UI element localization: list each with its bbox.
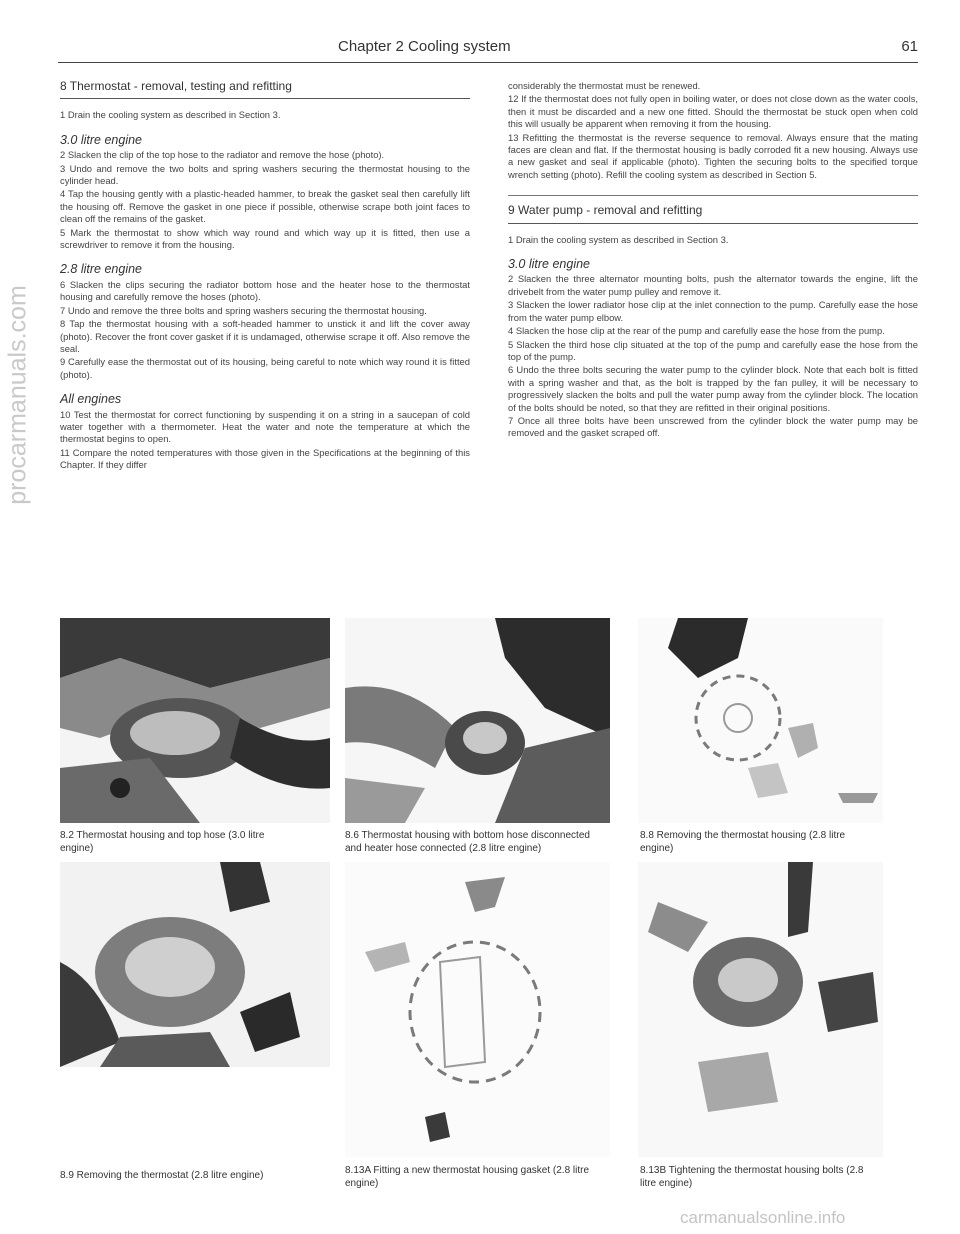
photo-8-6 bbox=[345, 618, 610, 823]
section-9-heading: 9 Water pump - removal and refitting bbox=[508, 195, 918, 223]
header-rule bbox=[58, 62, 918, 63]
paragraph: 11 Compare the noted temperatures with those given in the Specifications at the beginning of this Chapter. If they differ bbox=[60, 446, 470, 471]
bottom-watermark: carmanualsonline.info bbox=[680, 1208, 846, 1227]
caption-8-2: 8.2 Thermostat housing and top hose (3.0 litre engine) bbox=[60, 830, 265, 854]
subheading-3-0-litre: 3.0 litre engine bbox=[60, 132, 143, 147]
caption-8-13b: 8.13B Tightening the thermostat housing bolts (2.8 litre engine) bbox=[640, 1165, 864, 1189]
paragraph: considerably the thermostat must be renewed. bbox=[508, 80, 701, 91]
caption-8-13a: 8.13A Fitting a new thermostat housing gasket (2.8 litre engine) bbox=[345, 1165, 590, 1189]
photo-8-9 bbox=[60, 862, 330, 1067]
paragraph: 3 Slacken the lower radiator hose clip at the inlet connection to the pump. Carefully ease the hose from the water pump elbow. bbox=[508, 299, 918, 323]
paragraph: 1 Drain the cooling system as described in Section 3. bbox=[508, 233, 729, 245]
caption-8-6: 8.6 Thermostat housing with bottom hose disconnected and heater hose connected (2.8 litre engine) bbox=[345, 830, 590, 854]
subheading-all-engines: All engines bbox=[60, 392, 122, 407]
photo-8-2 bbox=[60, 618, 330, 823]
photo-8-13b bbox=[638, 862, 883, 1157]
paragraph: 7 Once all three bolts have been unscrewed from the cylinder block the water pump may be removed and the gasket scraped off. bbox=[508, 414, 918, 439]
section-8-heading: 8 Thermostat - removal, testing and refitting bbox=[60, 80, 470, 99]
paragraph: 2 Slacken the three alternator mounting bolts, push the alternator towards the engine, lift the drivebelt from the water pump pulley and remove it. bbox=[508, 273, 918, 297]
caption-8-8: 8.8 Removing the thermostat housing (2.8 litre engine) bbox=[640, 830, 846, 854]
photo-8-13a bbox=[345, 862, 610, 1157]
photo-8-8 bbox=[638, 618, 883, 823]
subheading-2-8-litre: 2.8 litre engine bbox=[60, 262, 143, 277]
chapter-title: Chapter 2 Cooling system bbox=[338, 38, 511, 55]
paragraph: 6 Undo the three bolts securing the water pump to the cylinder block. Note that each bolt is fitted with a spring washer and that, as the bolt is trapped by the fan pulley, it will be necessary to progressively slacken the bolts and pull the water pump away from the cylinder block. The location of the bolts should be noted, so that they are refitted in their original positions. bbox=[508, 364, 918, 413]
paragraph: 4 Tap the housing gently with a plastic-headed hammer, to break the gasket seal then carefully lift the housing off. Remove the gasket in one piece if possible, otherwise scrape both joint faces to clean off the remains of the gasket. bbox=[60, 188, 470, 225]
subheading-3-0-litre: 3.0 litre engine bbox=[508, 257, 591, 272]
caption-8-9: 8.9 Removing the thermostat (2.8 litre engine) bbox=[60, 1170, 264, 1181]
page-header bbox=[58, 38, 918, 60]
paragraph: 5 Mark the thermostat to show which way round and which way up it is fitted, then use a screwdriver to remove it from the housing. bbox=[60, 226, 470, 251]
paragraph: 8 Tap the thermostat housing with a soft-headed hammer to unstick it and lift the cover away (photo). Recover the front cover gasket if it is undamaged, otherwise scrape it off. Also remove the seal. bbox=[60, 318, 470, 354]
left-text-column bbox=[60, 80, 470, 473]
paragraph: 13 Refitting the thermostat is the reverse sequence to removal. Always ensure that the mating faces are clean and flat. If the thermostat housing is badly corroded fit a new housing. Always use a new gasket and seal if applicable (photo). Tighten the securing bolts to the specified torque wrench setting (photo). Refill the cooling system as described in Section 5. bbox=[508, 131, 918, 180]
paragraph: 2 Slacken the clip of the top hose to the radiator and remove the hose (photo). bbox=[60, 149, 385, 161]
paragraph: 7 Undo and remove the three bolts and spring washers securing the thermostat housing. bbox=[60, 304, 427, 316]
paragraph: 9 Carefully ease the thermostat out of its housing, being careful to note which way round it is fitted (photo). bbox=[60, 356, 470, 380]
paragraph: 10 Test the thermostat for correct functioning by suspending it on a string in a saucepan of cold water together with a thermometer. Heat the water and note the temperature at which the thermostat begins to open. bbox=[60, 408, 470, 445]
page-number: 61 bbox=[901, 38, 918, 55]
paragraph: 1 Drain the cooling system as described in Section 3. bbox=[60, 109, 281, 121]
paragraph: 5 Slacken the third hose clip situated at the top of the pump and carefully ease the hose from the top of the pump. bbox=[508, 338, 918, 362]
paragraph: 12 If the thermostat does not fully open in boiling water, or does not close down as the water cools, then it must be discarded and a new one fitted. Should the thermostat be stuck open when cold this will usually be apparent when removing it from the housing. bbox=[508, 93, 918, 130]
right-text-column bbox=[508, 80, 918, 441]
paragraph: 6 Slacken the clips securing the radiator bottom hose and the heater hose to the thermostat housing and carefully remove the hoses (photo). bbox=[60, 278, 470, 303]
paragraph: 4 Slacken the hose clip at the rear of the pump and carefully ease the hose from the pump. bbox=[508, 325, 885, 337]
side-watermark: procarmanuals.com bbox=[3, 285, 32, 505]
paragraph: 3 Undo and remove the two bolts and spring washers securing the thermostat housing to the cylinder head. bbox=[60, 162, 470, 187]
